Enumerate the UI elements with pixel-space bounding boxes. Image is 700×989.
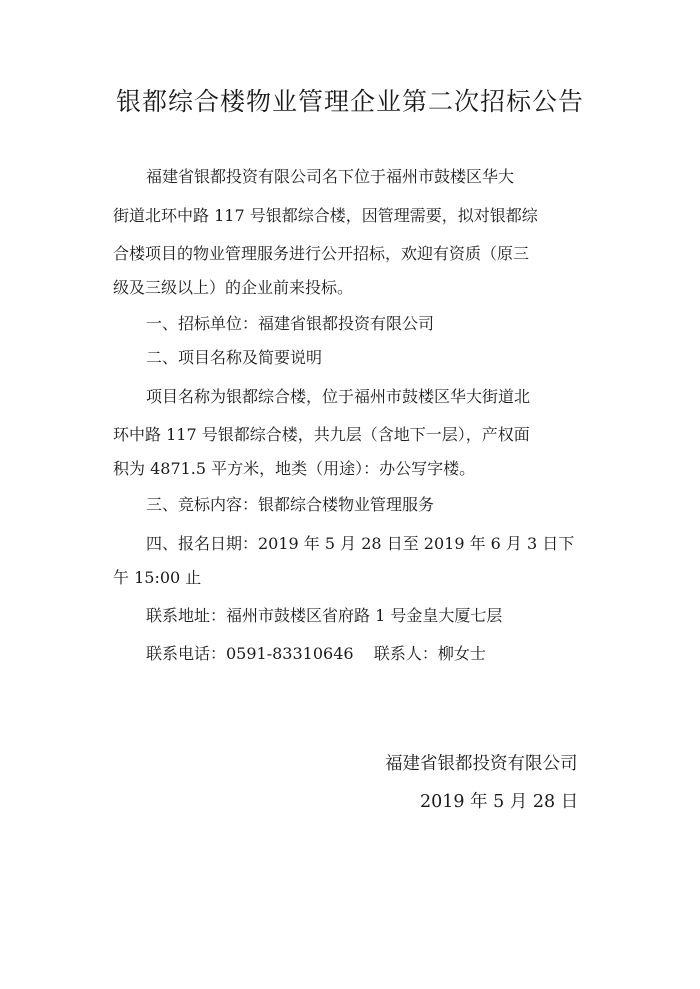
intro-line-2: 街道北环中路 117 号银都综合楼，因管理需要，拟对银都综	[113, 206, 538, 225]
section-bid-content: 三、竞标内容：银都综合楼物业管理服务	[146, 495, 435, 514]
intro-line-1: 福建省银都投资有限公司名下位于福州市鼓楼区华大	[146, 167, 515, 186]
registration-line-2: 午 15:00 止	[113, 568, 202, 587]
signature-date: 2019 年 5 月 28 日	[420, 792, 579, 812]
section-bidding-unit: 一、招标单位：福建省银都投资有限公司	[146, 314, 435, 333]
registration-line-1: 四、报名日期：2019 年 5 月 28 日至 2019 年 6 月 3 日下	[146, 534, 575, 553]
intro-line-3: 合楼项目的物业管理服务进行公开招标，欢迎有资质（原三	[113, 244, 530, 263]
section-project-heading: 二、项目名称及简要说明	[146, 348, 323, 367]
contact-address: 联系地址：福州市鼓楼区省府路 1 号金皇大厦七层	[146, 606, 503, 625]
document-title: 银都综合楼物业管理企业第二次招标公告	[115, 87, 584, 116]
contact-phone: 联系电话：0591-83310646 联系人：柳女士	[146, 644, 486, 663]
project-line-3: 积为 4871.5 平方米，地类（用途）：办公写字楼。	[113, 459, 476, 478]
project-line-2: 环中路 117 号银都综合楼，共九层（含地下一层），产权面	[113, 425, 530, 444]
intro-line-4: 级及三级以上）的企业前来投标。	[113, 278, 354, 297]
signature-organization: 福建省银都投资有限公司	[385, 754, 578, 774]
project-line-1: 项目名称为银都综合楼，位于福州市鼓楼区华大街道北	[146, 387, 531, 406]
